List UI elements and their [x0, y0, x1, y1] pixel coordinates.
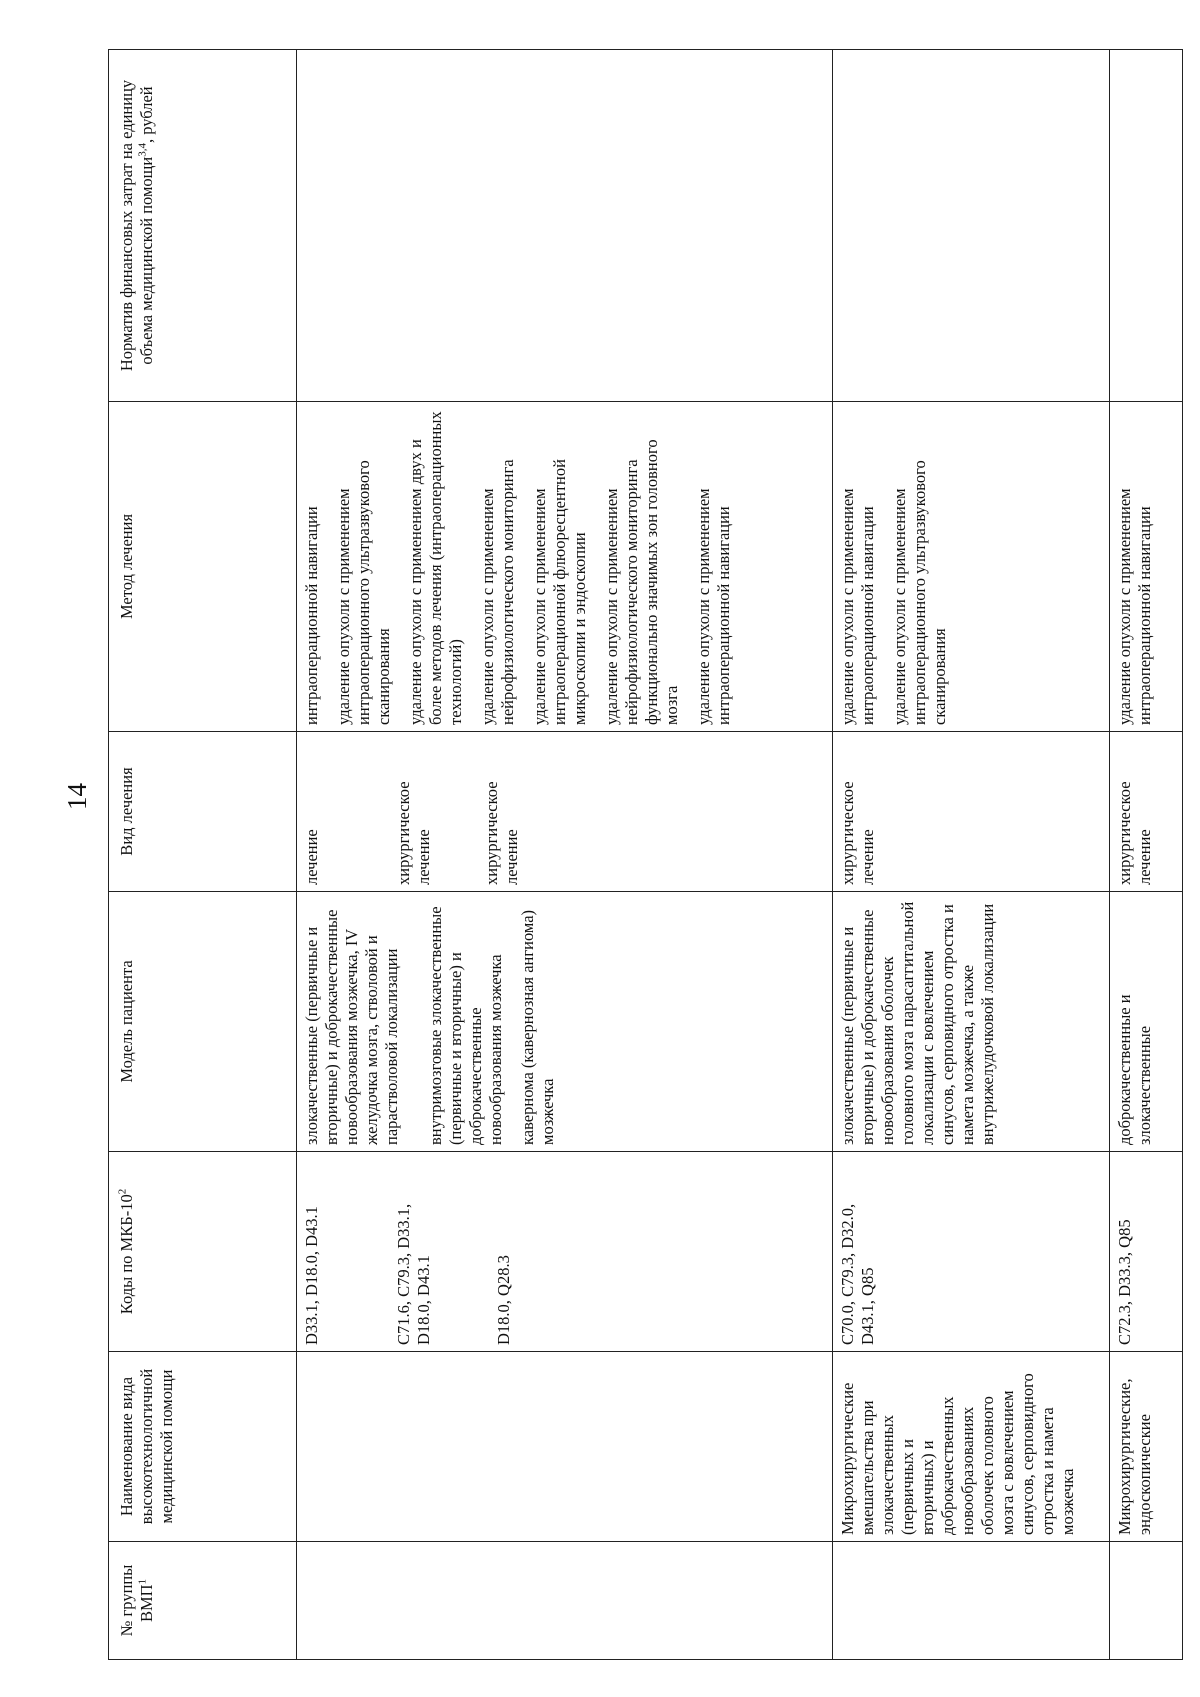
codes-cell: C72.3, D33.3, Q85 — [1110, 1152, 1183, 1352]
model-cell: злокачественные (первичные и вторичные) и доброкачественные новообразования оболочек головного мозга парасаггитальной локализации с вовлечением синусов, серповидного отростка и намета мозжечка, а также внутрижелудочковой локализации — [832, 892, 1109, 1152]
method-cell: удаление опухоли с применением интраоперационной навигации — [1110, 402, 1183, 732]
model-cell: доброкачественные и злокачественные — [1110, 892, 1183, 1152]
type-cell: хирургическое лечение — [832, 732, 1109, 892]
rotated-table-wrapper — [108, 50, 1183, 1660]
header-name: Наименование вида высокотехнологичной медицинской помощи — [109, 1352, 297, 1542]
norm-cell — [296, 50, 832, 402]
header-method: Метод лечения — [109, 402, 297, 732]
group-cell — [296, 1542, 832, 1660]
header-codes: Коды по МКБ-$10^2$ — [109, 1152, 297, 1352]
header-type: Вид лечения — [109, 732, 297, 892]
name-cell — [296, 1352, 832, 1542]
type-cell: лечение хирургическое лечение хирургическое лечение — [296, 732, 832, 892]
type-cell: хирургическое лечение — [1110, 732, 1183, 892]
header-model: Модель пациента — [109, 892, 297, 1152]
vmp-table — [108, 49, 1183, 1660]
group-cell — [1110, 1542, 1183, 1660]
method-cell: удаление опухоли с применением интраоперационной навигации удаление опухоли с применением интраоперационного ультразвукового сканирования — [832, 402, 1109, 732]
norm-cell — [1110, 50, 1183, 402]
name-cell: Микрохирургические, эндоскопические — [1110, 1352, 1183, 1542]
header-norm: Норматив финансовых затрат на единицу объема медицинской помощи$^{3,4}$, рублей — [109, 50, 297, 402]
method-cell: интраоперационной навигации удаление опухоли с применением интраоперационного ультразвукового сканирования удаление опухоли с применением двух и более методов лечения (интраоперационных технологий) удаление опухоли с применением нейрофизиологического мониторинга удаление опухоли с применением интраоперационной флюоресцентной микроскопии и эндоскопии удаление опухоли с применением нейрофизиологического мониторинга функционально значимых зон головного мозга удаление опухоли с применением интраоперационной навигации — [296, 402, 832, 732]
header-group-no: № группы ВМП$^1$ — [109, 1542, 297, 1660]
page-number: 14 — [62, 783, 92, 810]
model-cell: злокачественные (первичные и вторичные) и доброкачественные новообразования мозжечка, IV желудочка мозга, стволовой и парастволовой локализации внутримозговые злокачественные (первичные и вторичные) и доброкачественные новообразования мозжечка кавернома (кавернозная ангиома) мозжечка — [296, 892, 832, 1152]
table-row — [1110, 50, 1183, 1660]
name-cell: Микрохирургические вмешательства при злокачественных (первичных и вторичных) и доброкачественных новообразованиях оболочек головного мозга с вовлечением синусов, серповидного отростка и намета мозжечка — [832, 1352, 1109, 1542]
codes-cell: D33.1, D18.0, D43.1 C71.6, C79.3, D33.1, D18.0, D43.1 D18.0, Q28.3 — [296, 1152, 832, 1352]
table-header-row — [109, 50, 297, 1660]
norm-cell — [832, 50, 1109, 402]
group-cell — [832, 1542, 1109, 1660]
table-row — [832, 50, 1109, 1660]
codes-cell: C70.0, C79.3, D32.0, D43.1, Q85 — [832, 1152, 1109, 1352]
table-row — [296, 50, 832, 1660]
